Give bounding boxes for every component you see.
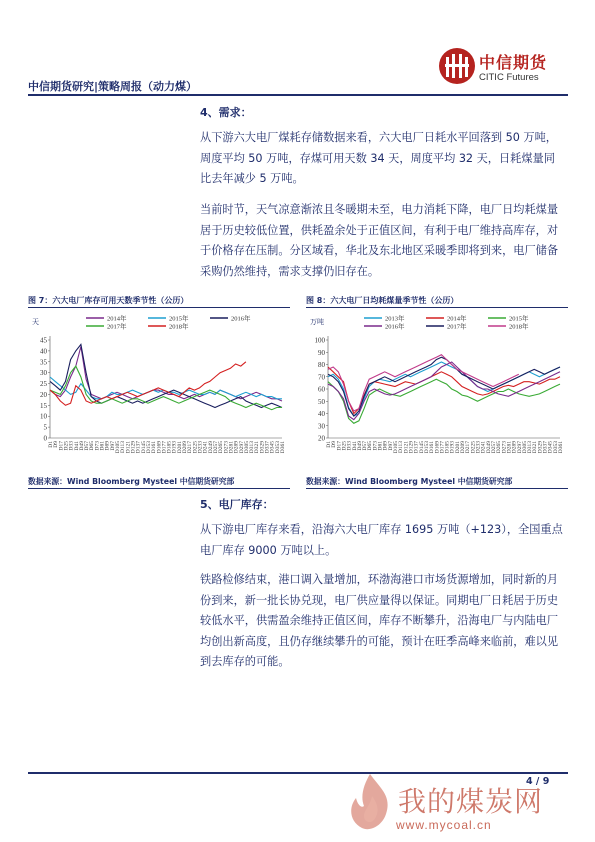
report-header-title: 中信期货研究|策略周报（动力煤） (28, 80, 198, 93)
x-tick-label: D113 (398, 441, 405, 454)
x-tick-label: D321 (254, 441, 261, 454)
x-tick-label: D345 (269, 441, 276, 454)
x-tick-label: D225 (192, 441, 199, 454)
x-tick-label: D121 (125, 441, 132, 454)
figure-7-source: 数据来源：Wind Bloomberg Mysteel 中信期货研究部 (28, 477, 235, 486)
x-tick-label: D273 (501, 441, 508, 454)
x-tick-label: D129 (408, 441, 415, 454)
x-tick-label: D329 (259, 441, 266, 454)
logo-english-name: CITIC Futures (479, 72, 539, 83)
figure-8-title: 图 8：六大电厂日均耗煤量季节性（公历） (306, 296, 459, 305)
x-tick-label: D337 (264, 441, 271, 454)
x-tick-label: D353 (552, 441, 559, 454)
x-tick-label: D329 (537, 441, 544, 454)
chart-inventory-days (28, 310, 290, 470)
x-tick-label: D321 (532, 441, 539, 454)
watermark (340, 770, 580, 840)
x-tick-label: D97 (109, 441, 116, 451)
x-tick-label: D17 (58, 441, 65, 451)
y-tick-label: 70 (318, 373, 325, 382)
logo-chinese-name: 中信期货 (479, 53, 548, 72)
paragraph-demand-2: 当前时节，天气凉意渐浓且冬暖期未至，电力消耗下降，电厂日均耗煤量居于历史较低位置，供耗盈余处于正值区间，有利于电厂维持高库存，对于价格存在压制。分区域看，华北及东北地区采暖季即将到来，电厂储备采购仍然维持，需求支撑仍旧存在。 (200, 203, 559, 278)
x-tick-label: D361 (558, 441, 564, 454)
figure-7-rule (28, 307, 290, 308)
x-tick-label: D161 (151, 441, 158, 454)
section-heading-demand: 4、需求： (200, 106, 252, 119)
series-line-2018年 (328, 355, 519, 411)
x-tick-label: D313 (249, 441, 256, 454)
y-tick-label: 15 (40, 401, 47, 410)
x-tick-label: D137 (413, 441, 420, 454)
x-tick-label: D209 (182, 441, 189, 454)
figure-7-bottom-rule (28, 488, 290, 489)
legend-label: 2016年 (385, 323, 405, 331)
x-tick-label: D9 (53, 441, 60, 448)
citic-logo-icon (437, 46, 477, 86)
y-tick-label: 0 (43, 434, 47, 443)
x-tick-label: D265 (496, 441, 503, 454)
x-tick-label: D33 (346, 441, 353, 451)
figure-8-rule (306, 307, 568, 308)
x-tick-label: D217 (187, 441, 194, 454)
x-tick-label: D169 (156, 441, 163, 454)
legend-label: 2015年 (509, 315, 529, 323)
legend-label: 2018年 (169, 323, 189, 331)
citic-futures-logo (437, 46, 567, 90)
x-tick-label: D289 (233, 441, 240, 454)
x-tick-label: D41 (351, 441, 358, 451)
y-tick-label: 50 (318, 397, 325, 406)
y-tick-label: 90 (318, 348, 325, 357)
x-tick-label: D145 (418, 441, 425, 454)
x-tick-label: D169 (434, 441, 441, 454)
legend-label: 2014年 (107, 315, 127, 323)
x-tick-label: D113 (120, 441, 127, 454)
x-tick-label: D65 (367, 441, 374, 451)
x-tick-label: D337 (542, 441, 549, 454)
figure-8-source: 数据来源：Wind Bloomberg Mysteel 中信期货研究部 (306, 477, 513, 486)
x-tick-label: D233 (475, 441, 482, 454)
figure-7-title: 图 7：六大电厂库存可用天数季节性（公历） (28, 296, 189, 305)
y-unit-label: 天 (32, 318, 39, 326)
x-tick-label: D353 (274, 441, 281, 454)
x-tick-label: D289 (511, 441, 518, 454)
y-tick-label: 35 (40, 358, 47, 367)
x-tick-label: D209 (460, 441, 467, 454)
x-tick-label: D225 (470, 441, 477, 454)
x-tick-label: D81 (99, 441, 106, 451)
y-tick-label: 80 (318, 361, 325, 369)
y-tick-label: 25 (40, 380, 47, 389)
y-tick-label: 10 (40, 412, 47, 421)
x-tick-label: D177 (439, 441, 446, 454)
y-tick-label: 5 (43, 423, 47, 432)
y-tick-label: 40 (40, 347, 47, 356)
legend-label: 2017年 (447, 323, 467, 331)
x-tick-label: D105 (393, 441, 400, 454)
legend-label: 2016年 (231, 315, 251, 323)
x-tick-label: D233 (197, 441, 204, 454)
x-tick-label: D241 (202, 441, 209, 454)
x-tick-label: D17 (336, 441, 343, 451)
y-tick-label: 40 (318, 410, 325, 418)
x-tick-label: D153 (423, 441, 430, 454)
x-tick-label: D89 (104, 441, 111, 451)
x-tick-label: D73 (94, 441, 101, 451)
x-tick-label: D49 (356, 441, 363, 451)
x-tick-label: D361 (280, 441, 286, 454)
x-tick-label: D265 (218, 441, 225, 454)
x-tick-label: D81 (377, 441, 384, 451)
x-tick-label: D57 (362, 441, 369, 451)
x-tick-label: D241 (480, 441, 487, 454)
y-tick-label: 20 (318, 434, 325, 443)
chart-daily-consumption (306, 310, 568, 470)
x-tick-label: D121 (403, 441, 410, 454)
x-tick-label: D305 (243, 441, 250, 454)
x-tick-label: D273 (223, 441, 230, 454)
x-tick-label: D281 (506, 441, 513, 454)
legend-label: 2018年 (509, 323, 529, 331)
x-tick-label: D89 (382, 441, 389, 451)
series-line-2018年 (50, 362, 246, 406)
legend-label: 2017年 (107, 323, 127, 331)
x-tick-label: D193 (449, 441, 456, 454)
x-tick-label: D281 (228, 441, 235, 454)
x-tick-label: D201 (176, 441, 183, 454)
y-unit-label: 万吨 (310, 318, 324, 326)
x-tick-label: D25 (63, 441, 70, 451)
paragraph-inventory-1: 从下游电厂库存来看，沿海六大电厂库存 1695 万吨（+123），全国重点电厂库存 9000 万吨以上。 (200, 523, 563, 557)
x-tick-label: D33 (68, 441, 75, 451)
section-heading-inventory: 5、电厂库存： (200, 498, 274, 511)
x-tick-label: D49 (78, 441, 85, 451)
x-tick-label: D1 (326, 441, 332, 448)
x-tick-label: D185 (444, 441, 451, 454)
x-tick-label: D257 (212, 441, 219, 454)
y-tick-label: 100 (314, 336, 325, 345)
x-tick-label: D65 (89, 441, 96, 451)
x-tick-label: D249 (485, 441, 492, 454)
x-tick-label: D297 (238, 441, 245, 454)
y-tick-label: 60 (318, 385, 325, 394)
x-tick-label: D177 (161, 441, 168, 454)
legend-label: 2013年 (385, 315, 405, 323)
x-tick-label: D313 (527, 441, 534, 454)
x-tick-label: D1 (48, 441, 54, 448)
series-line-2013年 (328, 362, 560, 416)
figure-8-bottom-rule (306, 488, 568, 489)
y-tick-label: 20 (40, 390, 47, 399)
x-tick-label: D193 (171, 441, 178, 454)
x-tick-label: D57 (84, 441, 91, 451)
y-tick-label: 30 (318, 422, 325, 431)
x-tick-label: D185 (166, 441, 173, 454)
x-tick-label: D41 (73, 441, 80, 451)
y-tick-label: 30 (40, 369, 47, 378)
x-tick-label: D73 (372, 441, 379, 451)
page-number: 4 / 9 (526, 776, 550, 787)
watermark-site-name: 我的煤炭网 (398, 785, 544, 818)
y-tick-label: 45 (40, 336, 47, 345)
watermark-url: www.mycoal.cn (396, 818, 492, 832)
legend-label: 2015年 (169, 315, 189, 323)
x-tick-label: D129 (130, 441, 137, 454)
x-tick-label: D345 (547, 441, 554, 454)
x-tick-label: D161 (429, 441, 436, 454)
x-tick-label: D97 (387, 441, 394, 451)
x-tick-label: D25 (341, 441, 348, 451)
x-tick-label: D217 (465, 441, 472, 454)
x-tick-label: D145 (140, 441, 147, 454)
x-tick-label: D137 (135, 441, 142, 454)
x-tick-label: D9 (331, 441, 338, 448)
x-tick-label: D305 (521, 441, 528, 454)
x-tick-label: D249 (207, 441, 214, 454)
x-tick-label: D153 (145, 441, 152, 454)
x-tick-label: D201 (454, 441, 461, 454)
paragraph-inventory-2: 铁路检修结束，港口调入量增加，环渤海港口市场货源增加，同时新的月份到来，新一批长协兑现，电厂供应量得以保证。同期电厂日耗居于历史较低水平，供需盈余维持正值区间，库存不断攀升，沿海电厂与内陆电厂均创出新高度，且仍存继续攀升的可能，预计在旺季高峰来临前，难以见到去库存的可能。 (200, 573, 559, 668)
x-tick-label: D105 (115, 441, 122, 454)
header-divider (28, 94, 568, 96)
paragraph-demand-1: 从下游六大电厂煤耗存储数据来看，六大电厂日耗水平回落到 50 万吨，周度平均 50 万吨，存煤可用天数 34 天，周度平均 32 天，日耗煤量同比去年减少 5 万吨。 (200, 131, 557, 185)
x-tick-label: D257 (490, 441, 497, 454)
x-tick-label: D297 (516, 441, 523, 454)
watermark-flame-icon (340, 770, 400, 836)
legend-label: 2014年 (447, 315, 467, 323)
